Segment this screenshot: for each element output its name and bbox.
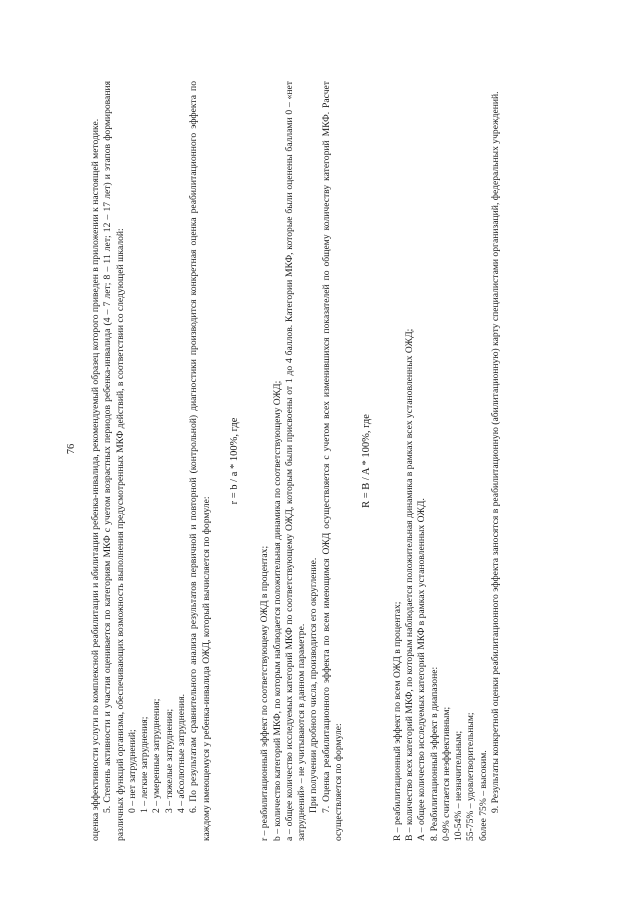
paragraph-6: 8. Реабилитационный эффект в диапазоне: — [428, 666, 440, 841]
rotated-content — [60, 49, 580, 849]
paragraph-7: 9. Результаты конкретной оценки реабилитационного эффекта заносятся в реабилитационную (абилитационную) карту специалистами организаций, федеральных учреждений. — [490, 91, 502, 813]
scale-item: 2 – умеренные затруднения; — [151, 698, 163, 813]
scale-item: 3 – тяжелые затруднения; — [163, 708, 175, 813]
formula-R: R = B / A * 100%, где — [361, 414, 373, 508]
paragraph-1: оценка эффективности услуги по комплексной реабилитации и абилитации ребенка-инвалида, рекомендуемый образец которого приведен в приложении к настоящей методике. — [90, 118, 101, 841]
range-item: 10-54% – незначительным; — [453, 730, 465, 841]
scale-item: 1 – легкие затруднения; — [139, 716, 151, 813]
range-item: 0-9% считается неэффективным; — [440, 706, 452, 841]
definition-item: B – количество всех категорий МКФ, по которым наблюдается положительная динамика в рамках всех установленных ОЖД; — [403, 328, 415, 841]
document-body — [90, 81, 502, 841]
range-item: 55-75% – удовлетворительным; — [465, 712, 477, 841]
range-item: более 75% – высоким. — [477, 750, 489, 841]
paragraph-3: 6. По результатам сравнительного анализа результатов первичной и повторной (контрольной) диагностики производится конкретная оценка реабилитационного эффекта по каждому имеющемуся у ребенка-инвалида ОЖД, который вычисляется по формуле: — [188, 81, 212, 841]
paragraph-5: 7. Оценка реабилитационного эффекта по всем имеющимся ОЖД осуществляется с учетом всех изменившихся показателей по общему количеству категорий МКФ. Расчет осуществляется по формуле: — [320, 81, 345, 841]
definition-item: A – общее количество исследуемых категорий МКФ в рамках установленных ОЖД. — [416, 498, 428, 841]
paragraph-4: При получении дробного числа, производится его округление. — [308, 557, 320, 813]
paragraph-2: 5. Степень активности и участия оценивается по категориям МКФ с учетом возрастных периодов ребенка-инвалида (4 – 7 лет; 8 – 11 лет; 12 – 17 лет) и этапов формирования различных функций организма, обеспечивающих возможность выполнения предусмотренных МКФ действий, в соответствии со следующей шкалой: — [102, 81, 126, 841]
page-number: 76 — [66, 443, 77, 455]
definition-item: b – количество категорий МКФ, по которым наблюдается положительная динамика по соответствующему ОЖД; — [271, 380, 283, 841]
definition-item: R – реабилитационный эффект по всем ОЖД в процентах; — [391, 601, 403, 841]
definition-item: r – реабилитационный эффект по соответствующему ОЖД в процентах; — [259, 545, 271, 841]
definition-item: a – общее количество исследуемых категорий МКФ по соответствующему ОЖД, которым были присвоены от 1 до 4 баллов. Категории МКФ, которые были оценены баллами 0 – «нет затруднений» – не учитываются в данном параметре. — [283, 81, 308, 841]
formula-r: r = b / a * 100%, где — [228, 417, 240, 505]
scale-item: 4 – абсолютные затруднения. — [176, 693, 188, 813]
scale-item: 0 – нет затруднений; — [126, 729, 138, 813]
